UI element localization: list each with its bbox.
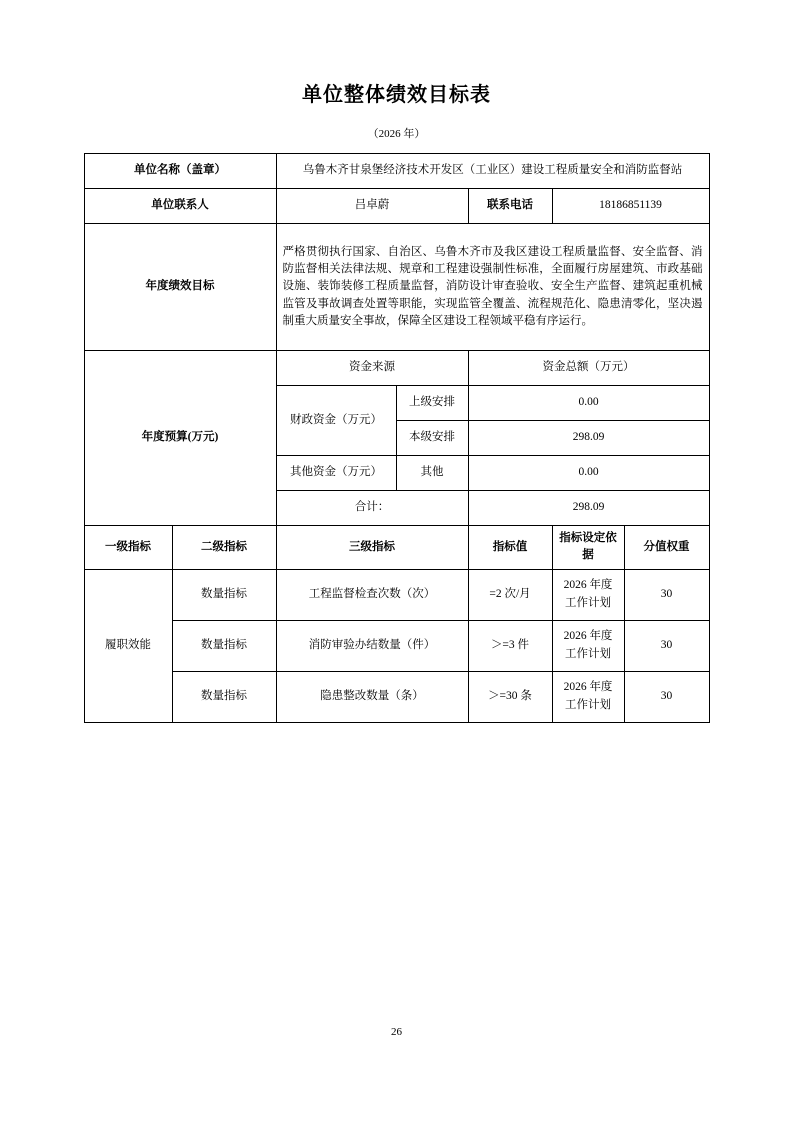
- performance-target-table: [84, 153, 710, 723]
- indicator-weight: 30: [624, 569, 709, 620]
- annual-goal-label: 年度绩效目标: [84, 224, 276, 351]
- indicator-level2-value: 数量指标: [172, 620, 276, 671]
- budget-sub-local: 本级安排: [396, 421, 468, 456]
- page-subtitle: （2026 年）: [367, 128, 426, 140]
- budget-sub-other: 其他: [396, 456, 468, 491]
- page-title: 单位整体绩效目标表: [302, 84, 491, 106]
- indicator-value: =2 次/月: [468, 569, 552, 620]
- header-level3: 三级指标: [276, 526, 468, 570]
- table-row: [84, 569, 709, 620]
- budget-source-other: 其他资金（万元）: [276, 456, 396, 491]
- indicator-level2-value: 数量指标: [172, 671, 276, 722]
- budget-total-amount: 298.09: [468, 491, 709, 526]
- unit-name-label: 单位名称（盖章）: [84, 154, 276, 189]
- budget-label: 年度预算(万元): [84, 351, 276, 526]
- table-row: [84, 671, 709, 722]
- header-level2: 二级指标: [172, 526, 276, 570]
- budget-amount-upper: 0.00: [468, 386, 709, 421]
- phone-value: 18186851139: [552, 189, 709, 224]
- indicator-weight: 30: [624, 620, 709, 671]
- indicator-basis: 2026 年度工作计划: [552, 569, 624, 620]
- budget-source-fiscal: 财政资金（万元）: [276, 386, 396, 456]
- indicator-value: ＞=3 件: [468, 620, 552, 671]
- table-row: [84, 189, 709, 224]
- indicator-level3-value: 工程监督检查次数（次）: [276, 569, 468, 620]
- indicator-weight: 30: [624, 671, 709, 722]
- indicator-level3-value: 隐患整改数量（条）: [276, 671, 468, 722]
- table-row: [84, 154, 709, 189]
- indicator-basis: 2026 年度工作计划: [552, 671, 624, 722]
- header-level1: 一级指标: [84, 526, 172, 570]
- unit-name-value: 乌鲁木齐甘泉堡经济技术开发区（工业区）建设工程质量安全和消防监督站: [276, 154, 709, 189]
- page-number: 26: [391, 1026, 402, 1038]
- table-row: [84, 224, 709, 351]
- budget-source-header: 资金来源: [276, 351, 468, 386]
- budget-total-label: 合计：: [276, 491, 468, 526]
- budget-total-header: 资金总额（万元）: [468, 351, 709, 386]
- budget-sub-upper: 上级安排: [396, 386, 468, 421]
- budget-amount-local: 298.09: [468, 421, 709, 456]
- budget-amount-other: 0.00: [468, 456, 709, 491]
- annual-goal-text: 严格贯彻执行国家、自治区、乌鲁木齐市及我区建设工程质量监督、安全监督、消防监督相关法律法规、规章和工程建设强制性标准，全面履行房屋建筑、市政基础设施、装饰装修工程质量监督，消防设计审查验收、安全生产监督、建筑起重机械监管及事故调查处置等职能，实现监管全覆盖、流程规范化、隐患清零化，坚决遏制重大质量安全事故，保障全区建设工程领域平稳有序运行。: [276, 224, 709, 351]
- header-basis: 指标设定依据: [552, 526, 624, 570]
- table-row: [84, 351, 709, 386]
- contact-label: 单位联系人: [84, 189, 276, 224]
- header-value: 指标值: [468, 526, 552, 570]
- header-weight: 分值权重: [624, 526, 709, 570]
- indicator-level2-value: 数量指标: [172, 569, 276, 620]
- contact-value: 吕卓蔚: [276, 189, 468, 224]
- indicator-basis: 2026 年度工作计划: [552, 620, 624, 671]
- indicator-value: ＞=30 条: [468, 671, 552, 722]
- indicator-level3-value: 消防审验办结数量（件）: [276, 620, 468, 671]
- phone-label: 联系电话: [468, 189, 552, 224]
- table-row: [84, 620, 709, 671]
- indicator-level1-value: 履职效能: [84, 569, 172, 722]
- table-row: [84, 526, 709, 570]
